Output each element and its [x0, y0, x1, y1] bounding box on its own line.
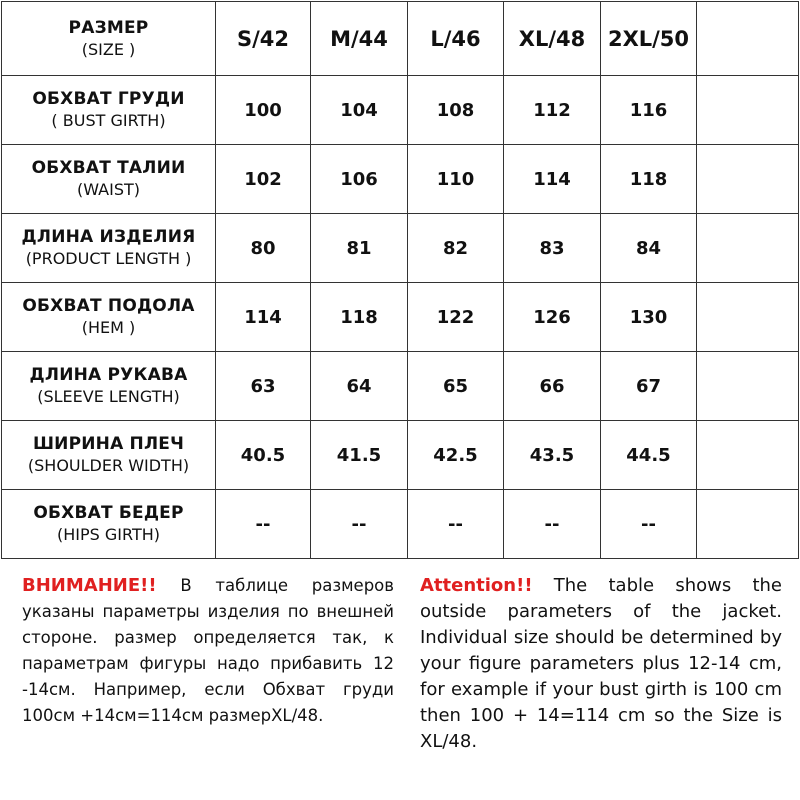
- value-cell: [504, 421, 601, 490]
- value-cell: [216, 145, 311, 214]
- row-label-cell: [2, 490, 216, 559]
- row-label-ru: ОБХВАТ ТАЛИИ: [31, 158, 186, 178]
- value-cell: [311, 283, 408, 352]
- value-cell: [504, 490, 601, 559]
- size-header-cell: [504, 2, 601, 76]
- row-label-cell: [2, 214, 216, 283]
- size-label: XL/48: [518, 26, 586, 51]
- value-cell: [408, 421, 504, 490]
- measurement-value: 80: [250, 237, 276, 259]
- measurement-value: 126: [533, 306, 571, 328]
- value-cell: [216, 421, 311, 490]
- table-row: [2, 490, 799, 559]
- value-cell: [601, 421, 697, 490]
- value-cell: [697, 421, 799, 490]
- value-cell: [311, 421, 408, 490]
- row-label-en: (SLEEVE LENGTH): [37, 387, 180, 406]
- measurement-value: 82: [442, 237, 469, 259]
- measurement-value: 64: [346, 375, 372, 397]
- value-cell: [311, 145, 408, 214]
- value-cell: [697, 352, 799, 421]
- measurement-value: 40.5: [240, 444, 286, 466]
- measurement-value: 114: [244, 306, 282, 328]
- measurement-value: 65: [442, 375, 469, 397]
- value-cell: [697, 76, 799, 145]
- size-label: 2XL/50: [607, 26, 690, 51]
- row-label-cell: [2, 283, 216, 352]
- measurement-value: --: [448, 513, 463, 535]
- table-row: [2, 214, 799, 283]
- table-row: [2, 76, 799, 145]
- measurement-value: --: [255, 513, 271, 535]
- note-russian: [22, 573, 394, 729]
- value-cell: [504, 76, 601, 145]
- size-label: L/46: [430, 26, 481, 51]
- row-label-en: ( BUST GIRTH): [51, 111, 166, 130]
- note-english: [420, 573, 782, 755]
- measurement-value: --: [544, 513, 560, 535]
- warning-label-en: Attention!!: [420, 575, 533, 596]
- measurement-value: 83: [539, 237, 565, 259]
- size-label: S/42: [236, 26, 290, 51]
- size-header-cell: [408, 2, 504, 76]
- size-label: M/44: [330, 26, 388, 51]
- row-label-ru: ОБХВАТ ПОДОЛА: [22, 296, 195, 316]
- measurement-value: 112: [533, 99, 571, 121]
- value-cell: [697, 490, 799, 559]
- table-row: [2, 145, 799, 214]
- header-label-ru: РАЗМЕР: [68, 17, 149, 38]
- value-cell: [216, 76, 311, 145]
- measurement-value: 63: [250, 375, 276, 397]
- value-cell: [216, 352, 311, 421]
- value-cell: [601, 352, 697, 421]
- measurement-value: 110: [436, 168, 475, 190]
- value-cell: [311, 214, 408, 283]
- measurement-value: 81: [346, 237, 372, 259]
- value-cell: [504, 283, 601, 352]
- value-cell: [216, 490, 311, 559]
- measurement-value: 43.5: [529, 444, 575, 466]
- measurement-value: --: [641, 513, 656, 535]
- value-cell: [408, 490, 504, 559]
- table-row: [2, 352, 799, 421]
- value-cell: [697, 145, 799, 214]
- measurement-value: 67: [635, 375, 662, 397]
- note-text-ru: В таблице размеров указаны параметры изделия по внешней стороне. размер определяется так, к параметрам фигуры надо прибавить 12 -14см. Например, если Обхват груди 100см +14см=114см размерXL/48.: [22, 576, 394, 725]
- measurement-value: 116: [629, 99, 668, 121]
- header-label-cell: [2, 2, 216, 76]
- measurement-value: 66: [539, 375, 565, 397]
- measurement-value: 108: [436, 99, 475, 121]
- size-header-cell: [216, 2, 311, 76]
- row-label-en: (HIPS GIRTH): [57, 525, 160, 544]
- measurement-value: 102: [244, 168, 282, 190]
- size-header-cell: [311, 2, 408, 76]
- measurement-value: 114: [533, 168, 571, 190]
- row-label-cell: [2, 421, 216, 490]
- measurement-value: 130: [629, 306, 668, 328]
- measurement-value: 104: [340, 99, 378, 121]
- row-label-cell: [2, 145, 216, 214]
- measurement-value: 118: [340, 306, 378, 328]
- size-header-cell: [601, 2, 697, 76]
- note-text-en: The table shows the outside parameters of the jacket. Individual size should be determined by your figure parameters plus 12-14 cm, for example if your bust girth is 100 cm then 100 + 14=114 cm so the Size is XL/48.: [420, 575, 782, 752]
- value-cell: [311, 352, 408, 421]
- table-row: [2, 283, 799, 352]
- value-cell: [311, 76, 408, 145]
- value-cell: [504, 352, 601, 421]
- measurement-value: --: [351, 513, 367, 535]
- measurement-value: 118: [629, 168, 668, 190]
- row-label-ru: ОБХВАТ ГРУДИ: [32, 89, 185, 109]
- header-row: [2, 2, 799, 76]
- measurement-value: 106: [340, 168, 378, 190]
- row-label-cell: [2, 76, 216, 145]
- value-cell: [408, 283, 504, 352]
- measurement-value: 44.5: [626, 444, 671, 466]
- notes-section: [0, 573, 800, 800]
- value-cell: [504, 145, 601, 214]
- row-label-en: (HEM ): [81, 318, 136, 337]
- value-cell: [601, 76, 697, 145]
- header-label-en: (SIZE ): [81, 39, 136, 59]
- measurement-value: 41.5: [336, 444, 382, 466]
- measurement-value: 122: [436, 306, 475, 328]
- table-row: [2, 421, 799, 490]
- row-label-en: (SHOULDER WIDTH): [27, 456, 190, 475]
- row-label-en: (PRODUCT LENGTH ): [25, 249, 192, 268]
- value-cell: [408, 145, 504, 214]
- value-cell: [601, 214, 697, 283]
- value-cell: [601, 145, 697, 214]
- row-label-cell: [2, 352, 216, 421]
- value-cell: [601, 490, 697, 559]
- value-cell: [697, 283, 799, 352]
- row-label-ru: ДЛИНА РУКАВА: [29, 365, 188, 385]
- row-label-en: (WAIST): [76, 180, 141, 199]
- row-label-ru: ШИРИНА ПЛЕЧ: [32, 434, 185, 454]
- value-cell: [408, 214, 504, 283]
- value-cell: [408, 352, 504, 421]
- value-cell: [216, 214, 311, 283]
- value-cell: [216, 283, 311, 352]
- row-label-ru: ОБХВАТ БЕДЕР: [33, 503, 184, 523]
- value-cell: [697, 214, 799, 283]
- size-header-cell-empty: [697, 2, 799, 76]
- value-cell: [311, 490, 408, 559]
- warning-label-ru: ВНИМАНИЕ!!: [22, 575, 157, 596]
- row-label-ru: ДЛИНА ИЗДЕЛИЯ: [21, 227, 196, 247]
- value-cell: [504, 214, 601, 283]
- size-table: [1, 1, 799, 559]
- value-cell: [408, 76, 504, 145]
- measurement-value: 42.5: [433, 444, 478, 466]
- measurement-value: 100: [244, 99, 282, 121]
- value-cell: [601, 283, 697, 352]
- measurement-value: 84: [635, 237, 662, 259]
